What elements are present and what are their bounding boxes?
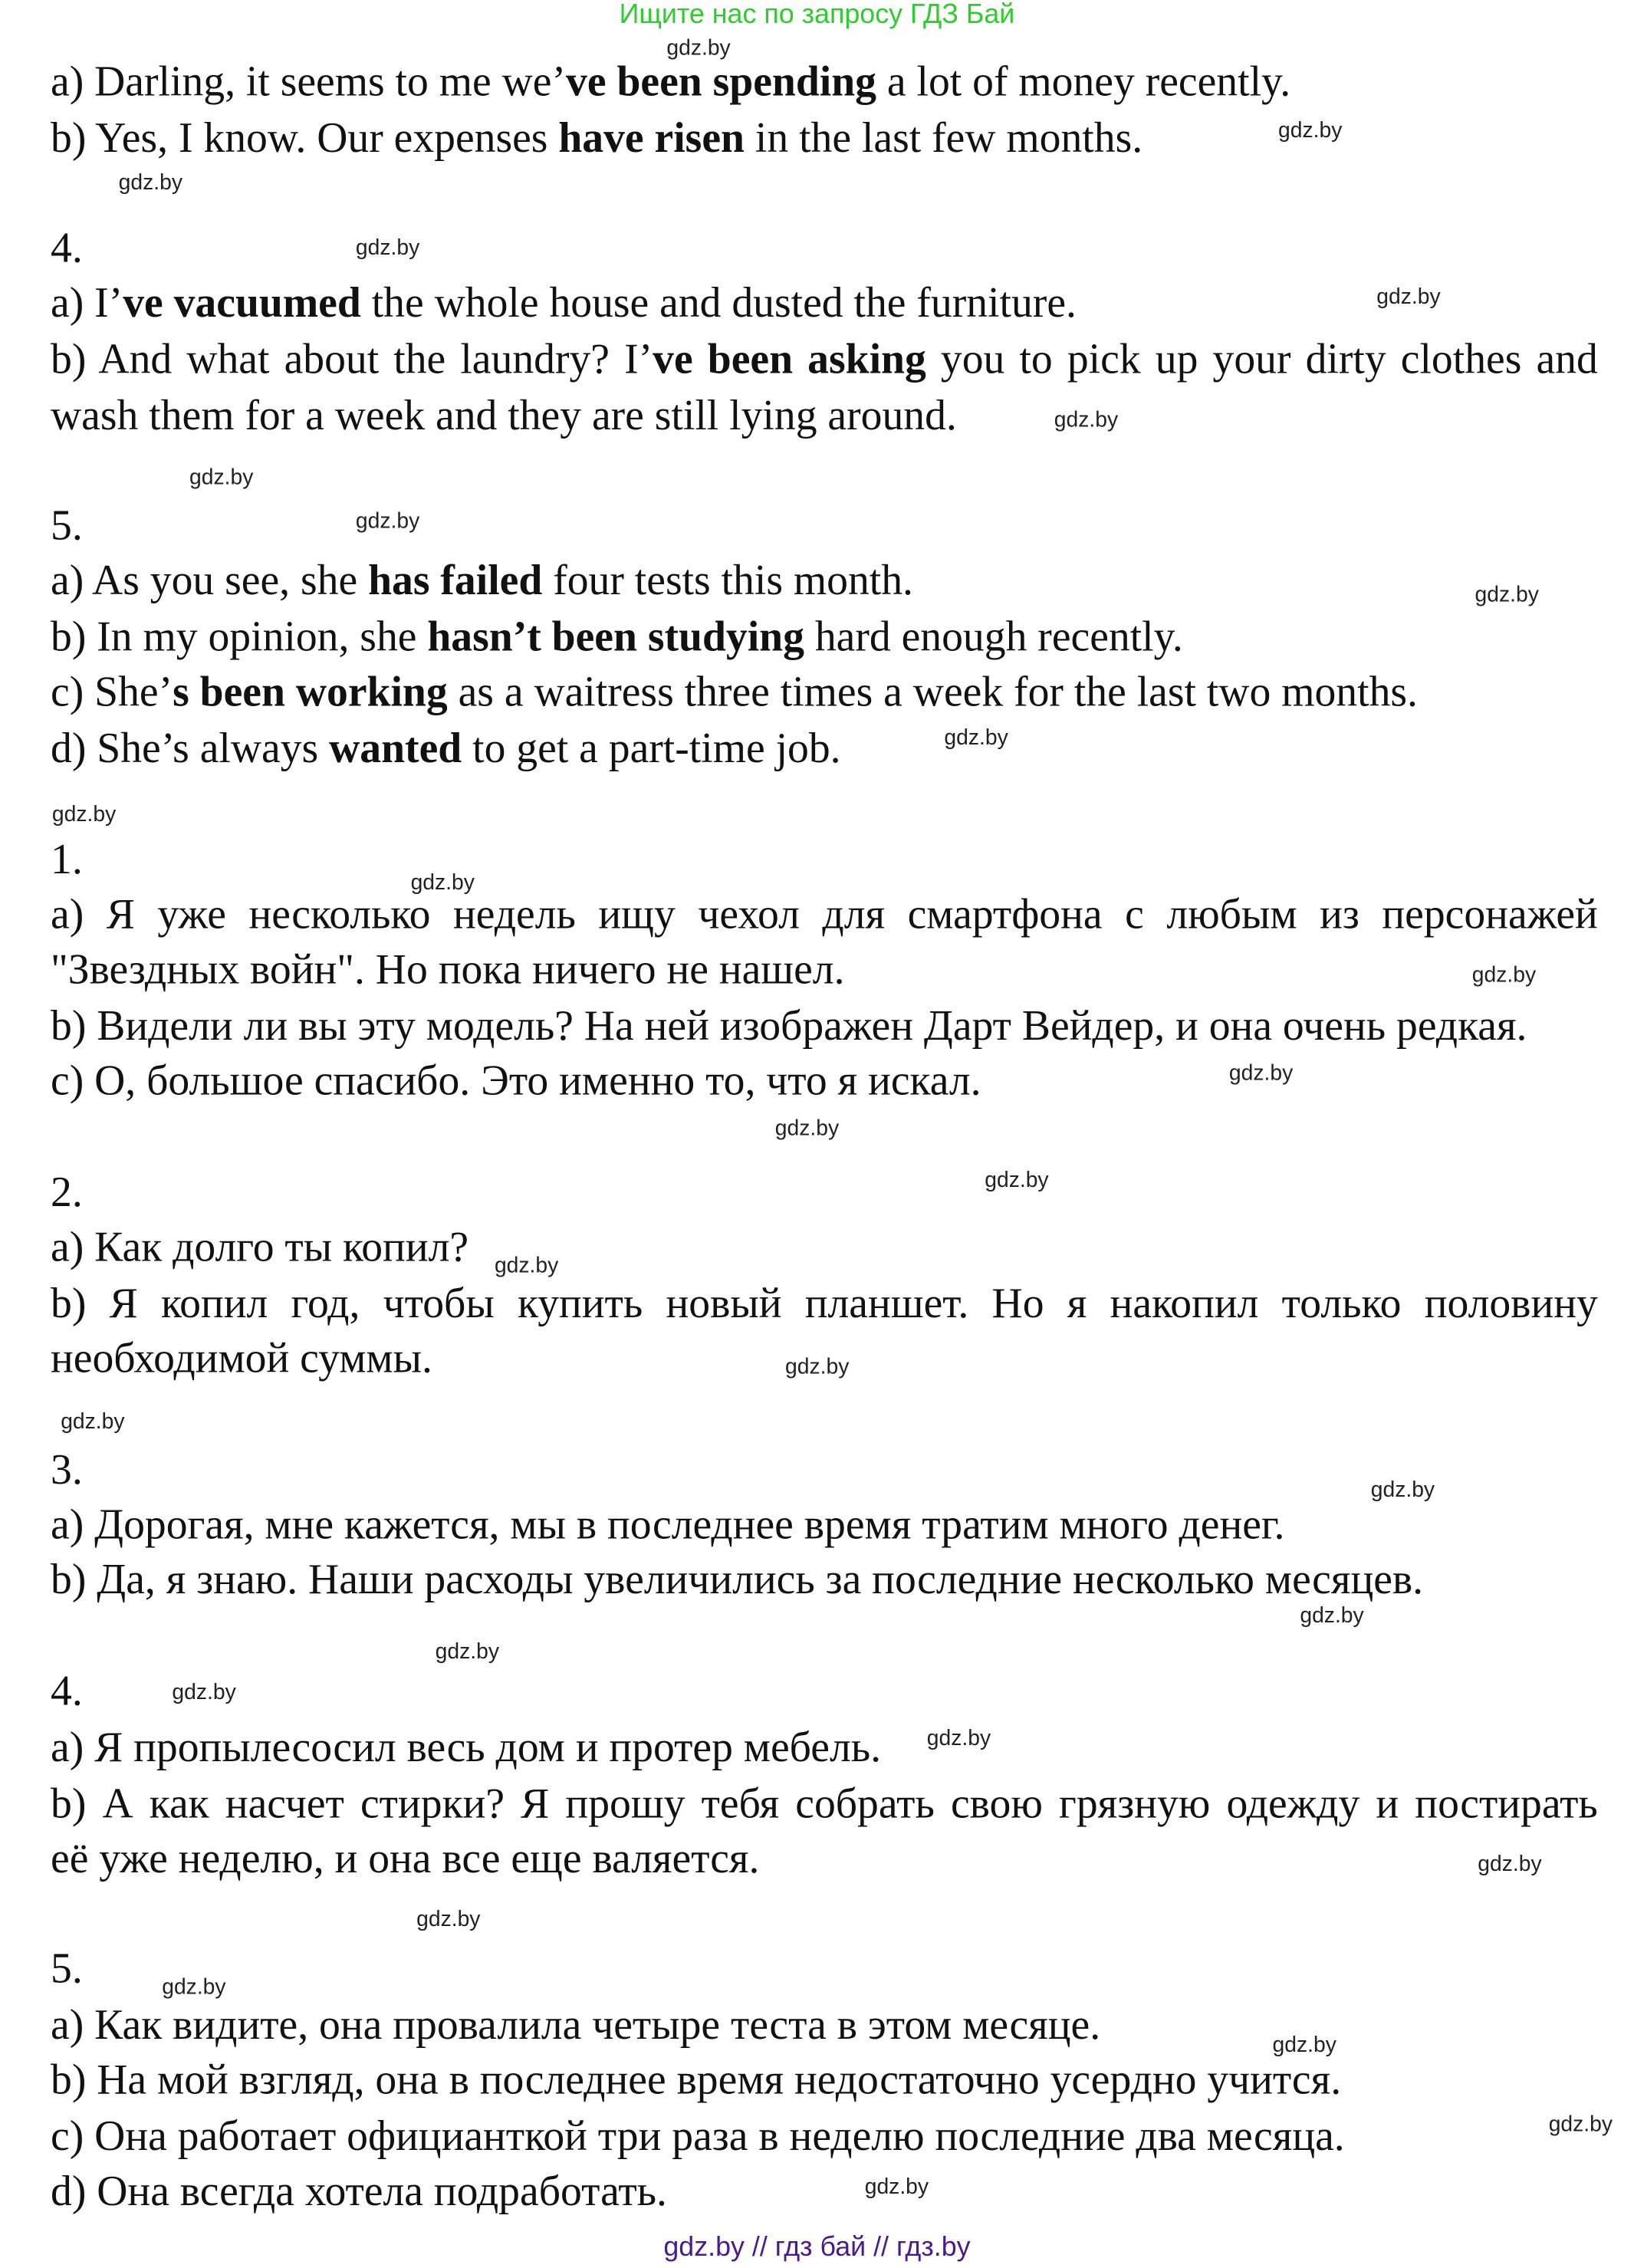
text-segment: 1.	[51, 837, 83, 884]
watermark-label: gdz.by	[926, 1726, 991, 1751]
watermark-label: gdz.by	[410, 870, 475, 896]
watermark-label: gdz.by	[1376, 284, 1441, 310]
text-segment: the whole house and dusted the furniture.	[360, 280, 1077, 327]
text-segment: a) Я уже несколько недель ищу чехол для смартфона с любым из персонажей	[51, 892, 1598, 938]
text-line	[51, 613, 1598, 662]
bold-verb-phrase: ve been spending	[566, 59, 877, 106]
watermark-label: gdz.by	[416, 1907, 481, 1932]
bold-verb-phrase: have risen	[558, 115, 745, 163]
text-line	[51, 2168, 1598, 2217]
text-segment: 2.	[51, 1169, 83, 1216]
text-segment: a) I’	[51, 280, 123, 327]
text-segment: to get a part-time job.	[462, 725, 841, 773]
text-line	[51, 1223, 1598, 1272]
text-segment: d) Она всегда хотела подработать.	[51, 2168, 667, 2216]
watermark-label: gdz.by	[784, 1354, 850, 1380]
text-line	[51, 2112, 1598, 2161]
text-segment: a) As you see, she	[51, 557, 369, 605]
watermark-label: gdz.by	[1228, 1061, 1294, 1086]
watermark-label: gdz.by	[494, 1253, 559, 1279]
text-line	[51, 891, 1598, 940]
bold-verb-phrase: ve been asking	[653, 337, 926, 383]
text-segment: a) Как долго ты копил?	[51, 1224, 469, 1271]
text-segment: a lot of money recently.	[876, 59, 1291, 106]
text-segment: a) Дорогая, мне кажется, мы в последнее время тратим много денег.	[51, 1502, 1285, 1549]
text-segment: d) She’s always	[51, 725, 330, 773]
text-line	[51, 501, 1598, 551]
text-line	[51, 392, 1598, 441]
text-segment: four tests this month.	[542, 557, 913, 605]
text-segment: b) А как насчет стирки? Я прошу тебя собрать свою грязную одежду и постирать	[51, 1781, 1598, 1828]
text-line	[51, 1500, 1598, 1550]
text-segment: c) Она работает официанткой три раза в неделю последние два месяца.	[51, 2114, 1345, 2161]
text-segment: 4.	[51, 225, 83, 272]
text-line	[51, 2056, 1598, 2105]
text-line	[51, 1169, 1598, 1218]
text-segment: "Звездных войн". Но пока ничего не нашел.	[51, 947, 845, 994]
text-segment: a) Darling, it seems to me we’	[51, 59, 567, 106]
watermark-label: gdz.by	[1370, 1477, 1435, 1503]
watermark-label: gdz.by	[355, 235, 420, 261]
text-line	[51, 1002, 1598, 1051]
text-segment: a) Я пропылесосил весь дом и протер мебель.	[51, 1724, 882, 1772]
text-segment: c) О, большое спасибо. Это именно то, что я искал.	[51, 1058, 981, 1105]
text-segment: 5.	[51, 1946, 83, 1993]
text-line	[51, 224, 1598, 273]
text-segment: a) Как видите, она провалила четыре теста в этом месяце.	[51, 2002, 1101, 2049]
text-segment: you to pick up your dirty clothes and	[925, 337, 1598, 383]
watermark-label: gdz.by	[774, 1116, 840, 1141]
text-segment: b) In my opinion, she	[51, 614, 428, 661]
text-segment: b) And what about the laundry? I’	[51, 337, 653, 383]
text-line	[51, 2001, 1598, 2050]
search-banner: Ищите нас по запросу ГДЗ Бай	[619, 0, 1015, 31]
text-line	[51, 1780, 1598, 1829]
watermark-label: gdz.by	[985, 1168, 1049, 1193]
text-segment: 4.	[51, 1668, 83, 1715]
text-line	[51, 1446, 1598, 1495]
text-line	[51, 1667, 1598, 1716]
watermark-label: gdz.by	[1278, 118, 1343, 143]
text-line	[51, 557, 1598, 606]
text-line	[51, 1944, 1598, 1994]
text-segment: 3.	[51, 1447, 83, 1494]
watermark-label: gdz.by	[172, 1680, 236, 1705]
text-segment: c) She’	[51, 669, 173, 716]
bold-verb-phrase: wanted	[329, 725, 462, 773]
bold-verb-phrase: hasn’t been studying	[427, 614, 804, 661]
watermark-label: gdz.by	[666, 36, 731, 61]
text-line	[51, 945, 1598, 994]
text-line	[51, 1057, 1598, 1106]
watermark-label: gdz.by	[1475, 582, 1539, 608]
text-segment: as a waitress three times a week for the last two months.	[447, 669, 1418, 716]
watermark-label: gdz.by	[1054, 407, 1119, 432]
text-line	[51, 336, 1598, 385]
bold-verb-phrase: ve vacuumed	[123, 280, 361, 327]
text-segment: hard enough recently.	[804, 614, 1183, 661]
text-line	[51, 1835, 1598, 1884]
text-line	[51, 668, 1598, 717]
watermark-label: gdz.by	[944, 725, 1008, 751]
watermark-label: gdz.by	[864, 2174, 929, 2200]
watermark-label: gdz.by	[1548, 2112, 1613, 2138]
footer-links[interactable]: gdz.by // гдз бай // гдз.by	[663, 2232, 971, 2263]
text-line	[51, 725, 1598, 774]
text-line	[51, 1556, 1598, 1605]
watermark-label: gdz.by	[1300, 1603, 1364, 1629]
text-segment: b) Да, я знаю. Наши расходы увеличились за последние несколько месяцев.	[51, 1557, 1424, 1604]
text-segment: необходимой суммы.	[51, 1336, 432, 1382]
text-line	[51, 1724, 1598, 1773]
text-segment: b) Я копил год, чтобы купить новый планшет. Но я накопил только половину	[51, 1280, 1598, 1328]
text-segment: b) Видели ли вы эту модель? На ней изображен Дарт Вейдер, и она очень редкая.	[51, 1003, 1527, 1050]
watermark-label: gdz.by	[118, 170, 182, 196]
watermark-label: gdz.by	[189, 465, 254, 491]
text-segment: wash them for a week and they are still lying around.	[51, 393, 957, 440]
watermark-label: gdz.by	[355, 508, 420, 534]
text-line	[51, 836, 1598, 885]
text-line	[51, 58, 1598, 107]
text-line	[51, 114, 1598, 163]
watermark-label: gdz.by	[1272, 2033, 1336, 2058]
bold-verb-phrase: s been working	[173, 669, 448, 716]
bold-verb-phrase: has failed	[368, 557, 543, 605]
text-line	[51, 279, 1598, 328]
watermark-label: gdz.by	[51, 802, 117, 827]
text-segment: in the last few months.	[744, 115, 1143, 163]
watermark-label: gdz.by	[162, 1975, 226, 2000]
text-segment: её уже неделю, и она все еще валяется.	[51, 1836, 760, 1883]
text-segment: b) Yes, I know. Our expenses	[51, 115, 559, 163]
watermark-label: gdz.by	[435, 1639, 499, 1665]
text-segment: 5.	[51, 503, 83, 550]
text-line	[51, 1280, 1598, 1329]
watermark-label: gdz.by	[61, 1409, 125, 1435]
watermark-label: gdz.by	[1471, 962, 1537, 988]
text-segment: b) На мой взгляд, она в последнее время недостаточно усердно учится.	[51, 2057, 1342, 2104]
watermark-label: gdz.by	[1478, 1852, 1542, 1877]
